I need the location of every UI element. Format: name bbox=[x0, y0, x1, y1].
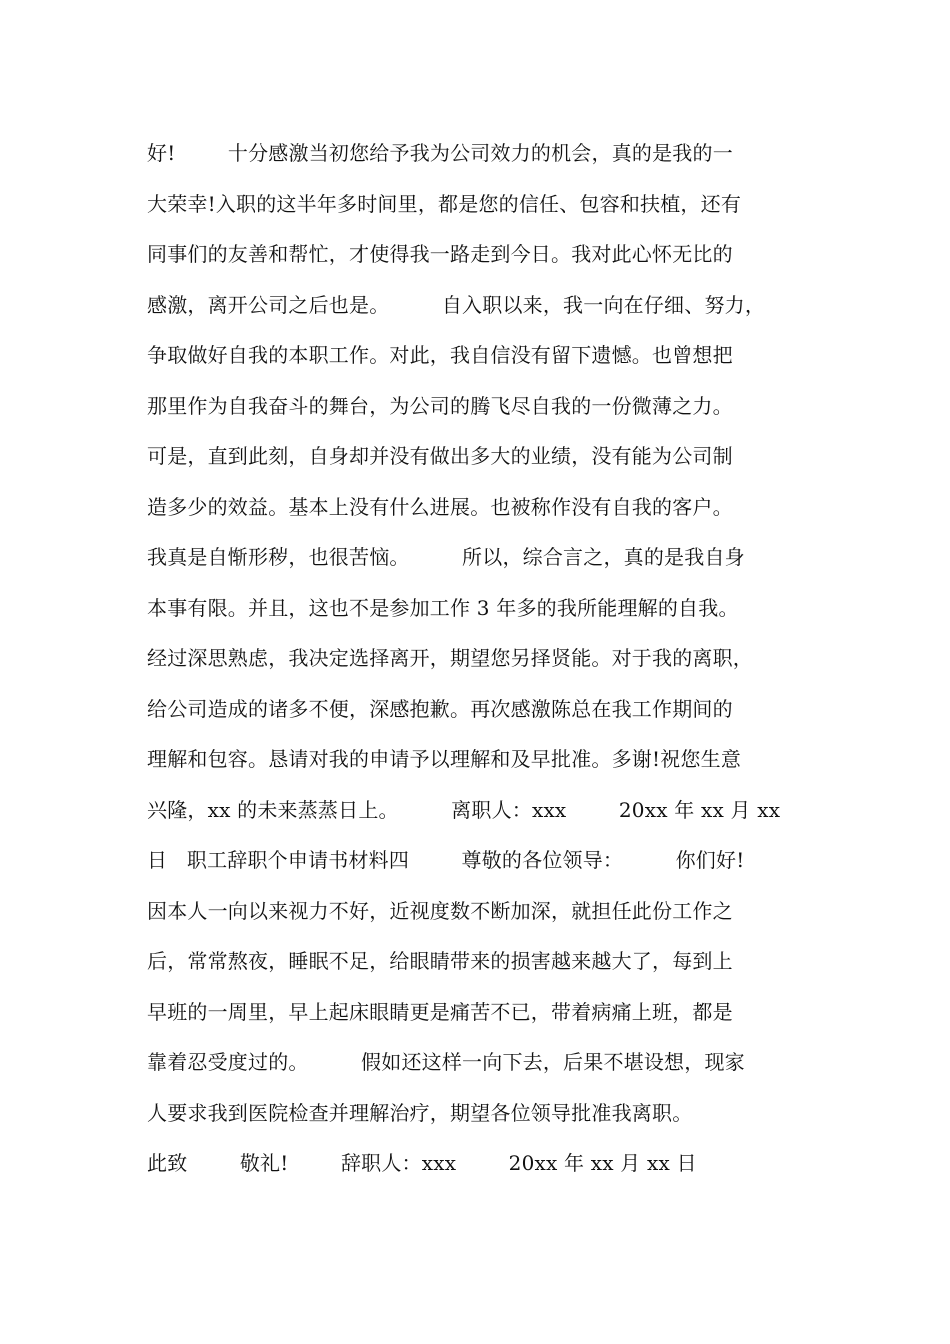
text-line: 给公司造成的诸多不便，深感抱歉。再次感激陈总在我工作期间的 bbox=[147, 696, 733, 721]
text-line: 理解和包容。恳请对我的申请予以理解和及早批准。多谢!祝您生意 bbox=[147, 747, 742, 771]
text-line: 日 职工辞职个申请书材料四 尊敬的各位领导： 你们好! bbox=[147, 848, 745, 872]
text-line: 后，常常熬夜，睡眠不足，给眼睛带来的损害越来越大了，每到上 bbox=[147, 949, 733, 973]
text-line: 经过深思熟虑，我决定选择离开，期望您另择贤能。对于我的离职， bbox=[147, 646, 753, 670]
text-line: 感激，离开公司之后也是。 自入职以来，我一向在仔细、努力， bbox=[147, 292, 766, 317]
text-line: 早班的一周里，早上起床眼睛更是痛苦不已，带着病痛上班，都是 bbox=[147, 999, 733, 1024]
text-line: 人要求我到医院检查并理解治疗，期望各位领导批准我离职。 bbox=[147, 1100, 693, 1125]
text-line: 大荣幸!入职的这半年多时间里，都是您的信任、包容和扶植，还有 bbox=[147, 191, 742, 216]
text-line: 同事们的友善和帮忙，才使得我一路走到今日。我对此心怀无比的 bbox=[147, 242, 733, 266]
text-line: 造多少的效益。基本上没有什么进展。也被称作没有自我的客户。 bbox=[147, 494, 733, 519]
text-line: 兴隆，xx 的未来蒸蒸日上。 离职人：xxx 20xx 年 xx 月 xx bbox=[147, 797, 781, 822]
text-line: 我真是自惭形秽，也很苦恼。 所以，综合言之，真的是我自身 bbox=[147, 545, 745, 569]
letter-body bbox=[147, 128, 827, 1189]
text-line: 此致 敬礼! 辞职人：xxx 20xx 年 xx 月 xx 日 bbox=[147, 1151, 697, 1175]
text-line: 好! 十分感激当初您给予我为公司效力的机会，真的是我的一 bbox=[147, 141, 733, 165]
text-line: 可是，直到此刻，自身却并没有做出多大的业绩，没有能为公司制 bbox=[147, 444, 733, 468]
text-line: 因本人一向以来视力不好，近视度数不断加深，就担任此份工作之 bbox=[147, 898, 733, 923]
text-line: 靠着忍受度过的。 假如还这样一向下去，后果不堪设想，现家 bbox=[147, 1050, 745, 1074]
text-line: 争取做好自我的本职工作。对此，我自信没有留下遗憾。也曾想把 bbox=[147, 343, 733, 367]
text-line: 本事有限。并且，这也不是参加工作 3 年多的我所能理解的自我。 bbox=[147, 595, 739, 620]
text-line: 那里作为自我奋斗的舞台，为公司的腾飞尽自我的一份微薄之力。 bbox=[147, 393, 733, 418]
